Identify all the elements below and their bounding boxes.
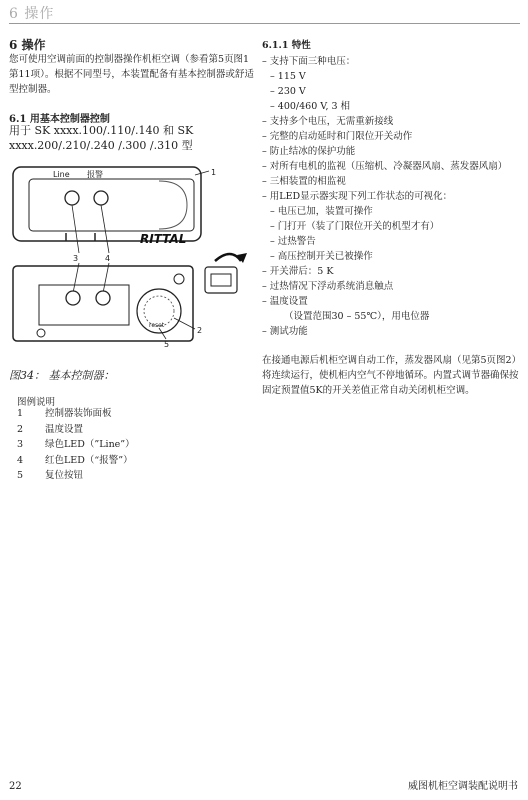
legend-title: 图例说明 xyxy=(17,397,56,408)
feature-line: – 对所有电机的监视（压缩机、冷凝器风扇、蒸发器风扇） xyxy=(262,161,508,172)
feature-line: – 230 V xyxy=(270,86,306,97)
callout-1: 1 xyxy=(211,168,217,177)
red-led xyxy=(96,291,110,305)
red-led-top xyxy=(94,191,108,205)
dial-reset-label: reset xyxy=(149,322,165,329)
features-title: 6.1.1 特性 xyxy=(262,40,311,51)
model-applicability xyxy=(9,123,254,153)
legend-item: 1 控制器装饰面板 xyxy=(17,408,112,419)
feature-line: – 温度设置 xyxy=(262,296,308,307)
feature-line: – 过热警告 xyxy=(270,236,316,247)
feature-line: （设置范围30 – 55℃），用电位器 xyxy=(284,311,430,322)
front-panel-outline xyxy=(13,167,201,241)
feature-line: – 用LED显示器实现下列工作状态的可视化： xyxy=(262,191,453,202)
page-number: 22 xyxy=(9,781,22,792)
footer-title: 威图机柜空调装配说明书 xyxy=(408,781,518,792)
model-line-2: xxxx.200/.210/.240 /.300 /.310 型 xyxy=(9,139,193,152)
callout-3: 3 xyxy=(73,254,79,263)
side-switch xyxy=(205,267,237,293)
feature-line: – 115 V xyxy=(270,71,306,82)
callout-4: 4 xyxy=(105,254,111,263)
label-alarm: 报警 xyxy=(87,170,103,179)
green-led xyxy=(66,291,80,305)
legend-list xyxy=(17,406,135,484)
feature-line: – 防止结冰的保护功能 xyxy=(262,146,356,157)
figure-caption: 图34： 基本控制器： xyxy=(9,369,115,382)
feature-line: – 400/460 V, 3 相 xyxy=(270,101,351,112)
controller-illustration xyxy=(9,163,254,363)
features-column xyxy=(262,38,520,398)
feature-line: – 开关滞后：5 K xyxy=(262,266,334,277)
feature-line: – 支持多个电压，无需重新接线 xyxy=(262,116,394,127)
callout-2: 2 xyxy=(197,326,203,335)
feature-line: – 测试功能 xyxy=(262,326,308,337)
legend-item: 2 温度设置 xyxy=(17,423,84,435)
feature-line: – 电压已加，装置可操作 xyxy=(270,206,373,217)
label-line: Line xyxy=(53,170,70,179)
feature-line: – 过热情况下浮动系统消息触点 xyxy=(262,281,394,292)
subsection-title: 6.1 用基本控制器控制 xyxy=(9,114,110,125)
callout-5: 5 xyxy=(164,340,170,349)
feature-line: – 支持下面三种电压： xyxy=(262,56,356,67)
header-divider xyxy=(9,23,520,24)
feature-line: – 高压控制开关已被操作 xyxy=(270,251,373,262)
intro-paragraph: 您可使用空调前面的控制器操作机柜空调（参看第5页图1第11项）。根据不同型号，本装置配备有基本控制器或舒适型控制器。 xyxy=(9,54,254,95)
feature-line: – 三相装置的相监视 xyxy=(262,176,346,187)
legend-item: 5 复位按钮 xyxy=(17,470,84,481)
model-line-1: 用于 SK xxxx.100/.110/.140 和 SK xyxy=(9,124,194,137)
legend-item: 4 红色LED（“报警”） xyxy=(17,454,133,466)
green-led-top xyxy=(65,191,79,205)
running-header: 6 操作 xyxy=(9,6,55,22)
legend-item: 3 绿色LED（”Line”） xyxy=(17,439,135,450)
feature-line: – 门打开（装了门限位开关的机型才有） xyxy=(270,221,440,232)
operation-paragraph: 在接通电源后机柜空调自动工作，蒸发器风扇（见第5页图2）将连续运行，使机柜内空气不停地循环。内置式调节器确保按固定预置值5K的开关差值正常自动关闭机柜空调。 xyxy=(262,355,519,396)
controller-figure xyxy=(9,163,254,363)
feature-line: – 完整的启动延时和门限位开关动作 xyxy=(262,131,413,142)
rittal-logo: RITTAL xyxy=(140,232,187,246)
section-title: 6 操作 xyxy=(9,38,46,52)
